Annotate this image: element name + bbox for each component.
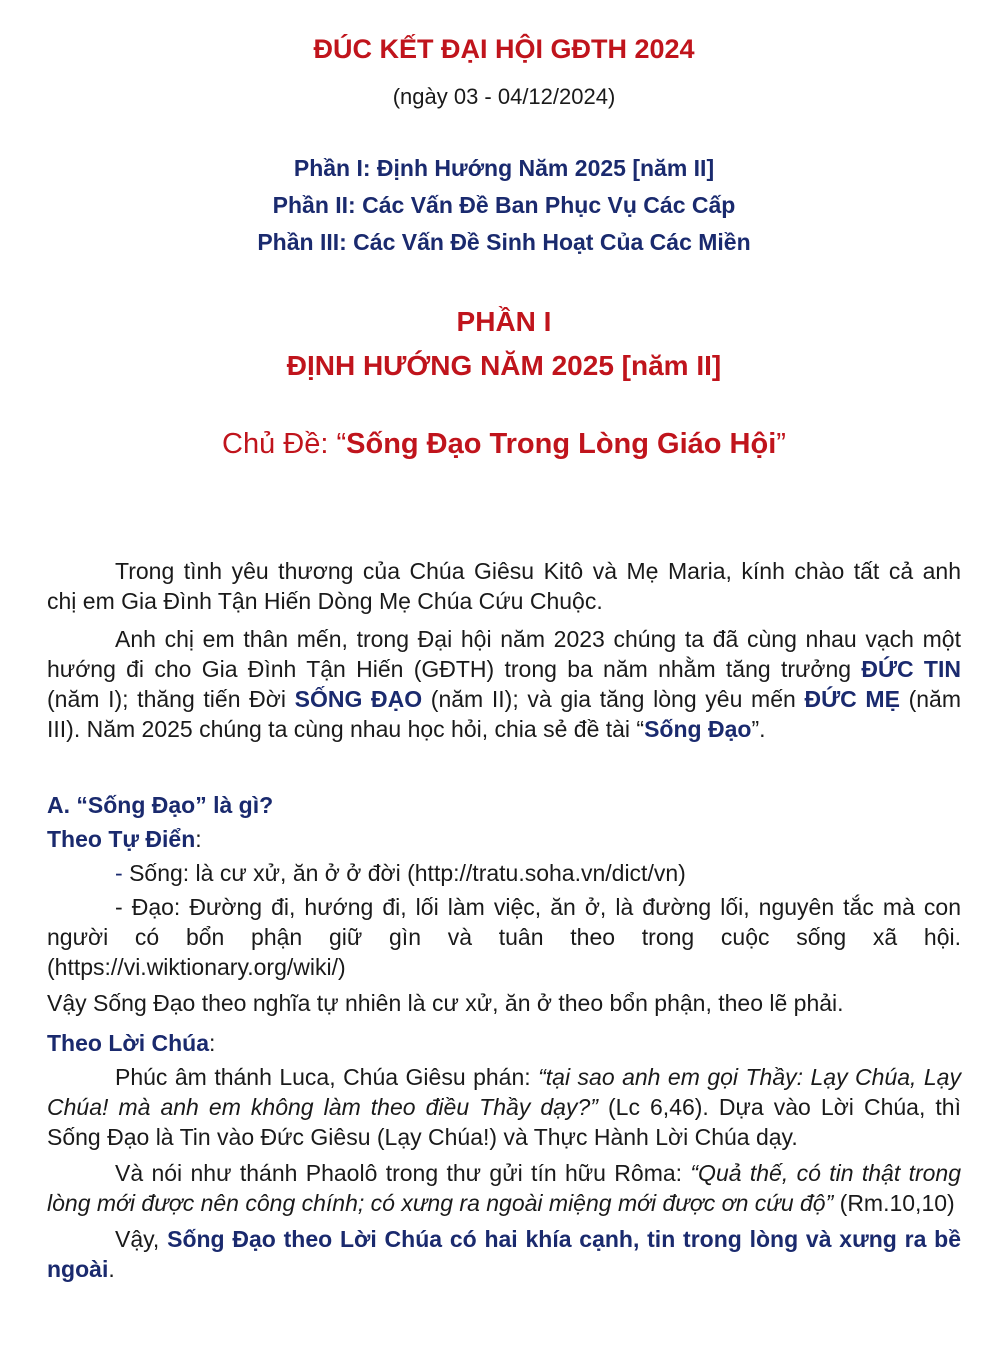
word-paragraph-2: [47, 1158, 961, 1218]
intro-text: (năm II); và gia tăng lòng yêu mến: [422, 686, 805, 712]
word-text: .: [108, 1256, 115, 1282]
intro-text: Anh chị em thân mến, trong Đại hội năm 2023 chúng ta đã cùng nhau vạch một hướng đi cho Gia Đình Tận Hiến (GĐTH) trong ba năm nhằm tăng trưởng: [47, 626, 961, 682]
toc-item-part-1: Phần I: Định Hướng Năm 2025 [năm II]: [293, 155, 715, 181]
table-of-contents: [47, 150, 961, 261]
word-of-god-label: Theo Lời Chúa: [47, 1030, 210, 1056]
dash: -: [115, 860, 130, 886]
intro-text: (năm I); thăng tiến Đời: [47, 686, 295, 712]
dictionary-item-text: Đạo: Đường đi, hướng đi, lối làm việc, ăn ở, là đường lối, nguyên tắc mà con: [131, 894, 961, 920]
toc-item-part-3: Phần III: Các Vấn Đề Sinh Hoạt Của Các Miền: [257, 229, 751, 255]
theme-suffix: ”: [776, 428, 786, 460]
part-title: ĐỊNH HƯỚNG NĂM 2025 [năm II]: [286, 350, 722, 381]
dictionary-label-line: [47, 824, 961, 854]
document-date: (ngày 03 - 04/12/2024): [392, 84, 616, 109]
word-text: (Lc 6,46). Dựa vào Lời Chúa, thì Sống Đạo là Tin vào Đức Giêsu (Lạy Chúa!) và Thực Hành Lời Chúa dạy.: [47, 1094, 961, 1150]
dictionary-item-dao-line-2: người có bổn phận giữ gìn và tuân theo trong cuộc sống xã hội.: [47, 924, 961, 950]
luke-quote: “tại sao anh em gọi Thầy: Lạy Chúa, Lạy Chúa! mà anh em không làm theo điều Thầy dạy?”: [47, 1064, 961, 1120]
theme-title: Sống Đạo Trong Lòng Giáo Hội: [346, 428, 777, 460]
word-text: Và nói như thánh Phaolô trong thư gửi tín hữu Rôma:: [115, 1160, 691, 1186]
dash: -: [115, 894, 132, 920]
word-text: (Rm.10,10): [833, 1190, 955, 1216]
part-label: PHẦN I: [456, 306, 552, 337]
dictionary-item-dao: [47, 892, 961, 982]
section-a: [47, 790, 961, 1284]
word-colon: :: [209, 1030, 216, 1056]
intro-paragraph-1-line-1: Trong tình yêu thương của Chúa Giêsu Kitô và Mẹ Maria, kính chào tất cả anh: [115, 558, 961, 584]
intro-text: ”.: [751, 716, 766, 742]
word-label-line: [47, 1028, 961, 1058]
emphasis-mother: ĐỨC MẸ: [804, 686, 900, 712]
section-a-heading: A. “Sống Đạo” là gì?: [47, 792, 274, 818]
theme-line: [47, 428, 961, 461]
emphasis-theme: Sống Đạo: [644, 716, 752, 742]
word-paragraph-1: [47, 1062, 961, 1152]
emphasis-faith: ĐỨC TIN: [861, 656, 961, 682]
conclusion-emphasis: Sống Đạo theo Lời Chúa có hai khía cạnh, tin trong lòng và xưng ra bề ngoài: [47, 1226, 961, 1282]
emphasis-living-faith: SỐNG ĐẠO: [294, 686, 423, 712]
theme-prefix: Chủ Đề: “: [222, 428, 347, 460]
romans-quote: “Quả thế, có tin thật trong lòng mới được nên công chính; có xưng ra ngoài miệng mới được ơn cứu độ”: [47, 1160, 961, 1216]
dictionary-item-dao-line-3: (https://vi.wiktionary.org/wiki/): [47, 954, 346, 980]
part-heading: [47, 300, 961, 388]
intro-text: (năm III). Năm 2025 chúng ta cùng nhau học hỏi, chia sẻ đề tài “: [47, 686, 961, 742]
dictionary-label: Theo Tự Điển: [47, 826, 196, 852]
dictionary-item-text: Sống: là cư xử, ăn ở ở đời (http://tratu.soha.vn/dict/vn): [129, 860, 686, 886]
intro-paragraph-1-line-2: chị em Gia Đình Tận Hiến Dòng Mẹ Chúa Cứu Chuộc.: [47, 588, 603, 614]
dictionary-colon: :: [195, 826, 202, 852]
toc-item-part-2: Phần II: Các Vấn Đề Ban Phục Vụ Các Cấp: [272, 192, 736, 218]
dictionary-item-dao-line-1: [47, 892, 961, 922]
intro-paragraph-2: [47, 624, 961, 744]
word-text: Vậy,: [115, 1226, 168, 1252]
dictionary-item-song: [47, 858, 961, 888]
document-title: ĐÚC KẾT ĐẠI HỘI GĐTH 2024: [313, 34, 695, 64]
word-paragraph-3: [47, 1224, 961, 1284]
word-text: Phúc âm thánh Luca, Chúa Giêsu phán:: [115, 1064, 539, 1090]
intro-section: [47, 556, 961, 744]
dictionary-conclusion: Vậy Sống Đạo theo nghĩa tự nhiên là cư xử, ăn ở theo bổn phận, theo lẽ phải.: [47, 990, 844, 1016]
